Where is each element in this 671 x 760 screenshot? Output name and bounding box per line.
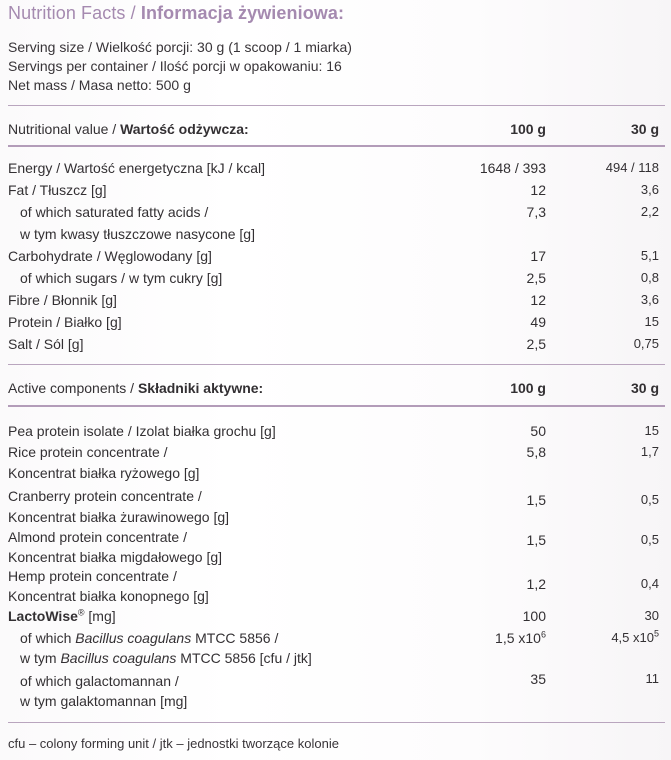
component-name: Hemp protein concentrate / bbox=[8, 568, 177, 584]
component-name: Koncentrat białka konopnego [g] bbox=[8, 588, 209, 604]
value-30g: 0,75 bbox=[633, 336, 659, 351]
table-row bbox=[0, 268, 671, 288]
value-30g: 1,7 bbox=[640, 444, 659, 459]
divider bbox=[8, 364, 665, 365]
table-row bbox=[0, 158, 671, 178]
bacillus-strain: MTCC 5856 / bbox=[191, 630, 279, 646]
component-name: Pea protein isolate / Izolat białka grochu [g] bbox=[8, 423, 276, 439]
bacillus-strain: MTCC 5856 [cfu / jtk] bbox=[176, 650, 312, 666]
col-30g-header: 30 g bbox=[630, 380, 659, 396]
label-title bbox=[8, 3, 344, 23]
value-100g: 5,8 bbox=[526, 444, 546, 460]
value-30g: 30 bbox=[644, 608, 659, 623]
value-100g: 1648 / 393 bbox=[479, 160, 546, 176]
nutrient-name: Energy / Wartość energetyczna [kJ / kcal] bbox=[8, 160, 266, 176]
nutrient-name: w tym kwasy tłuszczowe nasycone [g] bbox=[20, 226, 255, 242]
active-header-en: Active components / bbox=[8, 380, 135, 396]
col-100g-header: 100 g bbox=[510, 121, 546, 137]
value-100g: 50 bbox=[530, 423, 546, 439]
value-30g: 15 bbox=[644, 423, 659, 438]
value-100g: 2,5 bbox=[526, 336, 546, 352]
active-header-label bbox=[8, 378, 263, 398]
table-row bbox=[0, 312, 671, 332]
active-header-pl: Składniki aktywne: bbox=[137, 380, 264, 396]
value-100g: 100 bbox=[522, 608, 546, 624]
nutrient-name: of which saturated fatty acids / bbox=[20, 204, 209, 220]
nutrition-header-pl: Wartość odżywcza: bbox=[120, 121, 249, 137]
value-100g: 35 bbox=[530, 671, 546, 687]
nutrition-header-label bbox=[8, 119, 249, 139]
value-30g: 0,5 bbox=[640, 532, 659, 547]
lactowise-unit: [mg] bbox=[84, 608, 116, 624]
table-row bbox=[0, 180, 671, 200]
active-header bbox=[0, 378, 671, 398]
value-exponent: 6 bbox=[540, 629, 546, 640]
component-name: Cranberry protein concentrate / bbox=[8, 488, 202, 504]
table-row bbox=[0, 334, 671, 354]
nutrient-name: Salt / Sól [g] bbox=[8, 336, 84, 352]
table-row bbox=[0, 290, 671, 310]
value-30g: 0,5 bbox=[640, 492, 659, 507]
nutrient-name: Carbohydrate / Węglowodany [g] bbox=[8, 248, 212, 264]
table-row bbox=[0, 691, 671, 711]
servings-per-container: Servings per container / Ilość porcji w opakowaniu: 16 bbox=[8, 58, 342, 74]
value-100g: 1,5 bbox=[526, 492, 546, 508]
divider bbox=[8, 722, 665, 723]
title-en: Nutrition Facts / bbox=[8, 3, 136, 23]
bacillus-prefix: of which bbox=[20, 630, 76, 646]
component-name: of which galactomannan / bbox=[20, 673, 179, 689]
value-100g bbox=[495, 628, 546, 648]
value-100g: 49 bbox=[530, 314, 546, 330]
component-name: Koncentrat białka żurawinowego [g] bbox=[8, 509, 230, 525]
component-name: Almond protein concentrate / bbox=[8, 529, 187, 545]
table-row bbox=[0, 224, 671, 244]
registered-mark: ® bbox=[77, 607, 85, 618]
bacillus-species: Bacillus coagulans bbox=[75, 630, 192, 646]
table-row bbox=[0, 246, 671, 266]
table-row bbox=[0, 202, 671, 222]
divider bbox=[8, 405, 665, 407]
divider bbox=[8, 145, 665, 147]
col-30g-header: 30 g bbox=[630, 121, 659, 137]
component-name bbox=[8, 606, 116, 626]
value-30g bbox=[611, 628, 659, 648]
nutrient-name: Protein / Białko [g] bbox=[8, 314, 122, 330]
value-30g: 11 bbox=[645, 671, 659, 686]
nutrition-header-en: Nutritional value / bbox=[8, 121, 117, 137]
nutrient-name: Fibre / Błonnik [g] bbox=[8, 292, 117, 308]
table-row bbox=[0, 463, 671, 483]
value-100g: 7,3 bbox=[526, 204, 546, 220]
component-name bbox=[20, 628, 278, 648]
col-100g-header: 100 g bbox=[510, 380, 546, 396]
table-row bbox=[0, 486, 671, 506]
value-30g: 3,6 bbox=[640, 292, 659, 307]
component-name: w tym galaktomannan [mg] bbox=[20, 693, 188, 709]
value-30g: 5,1 bbox=[640, 248, 659, 263]
component-name: Koncentrat białka ryżowego [g] bbox=[8, 465, 200, 481]
table-row bbox=[0, 606, 671, 626]
component-name: Rice protein concentrate / bbox=[8, 444, 168, 460]
nutrient-name: Fat / Tłuszcz [g] bbox=[8, 182, 107, 198]
bacillus-prefix: w tym bbox=[20, 650, 61, 666]
component-name: Koncentrat białka migdałowego [g] bbox=[8, 549, 223, 565]
net-mass: Net mass / Masa netto: 500 g bbox=[8, 77, 191, 93]
lactowise-brand: LactoWise bbox=[8, 608, 78, 624]
value-base: 1,5 x10 bbox=[495, 630, 541, 646]
value-30g: 15 bbox=[644, 314, 659, 329]
value-100g: 12 bbox=[530, 182, 546, 198]
value-30g: 494 / 118 bbox=[605, 160, 659, 175]
value-30g: 2,2 bbox=[640, 204, 659, 219]
title-pl: Informacja żywieniowa: bbox=[140, 3, 345, 23]
value-100g: 1,2 bbox=[526, 576, 546, 592]
value-30g: 3,6 bbox=[640, 182, 659, 197]
value-100g: 17 bbox=[530, 248, 546, 264]
table-row bbox=[0, 442, 671, 462]
footnote: cfu – colony forming unit / jtk – jednostki tworzące kolonie bbox=[8, 736, 339, 751]
table-row bbox=[0, 421, 671, 441]
serving-size: Serving size / Wielkość porcji: 30 g (1 scoop / 1 miarka) bbox=[8, 39, 352, 55]
value-30g: 0,8 bbox=[640, 270, 659, 285]
table-row bbox=[0, 566, 671, 586]
value-100g: 1,5 bbox=[526, 532, 546, 548]
value-100g: 2,5 bbox=[526, 270, 546, 286]
nutrient-name: of which sugars / w tym cukry [g] bbox=[20, 270, 223, 286]
divider bbox=[8, 105, 665, 106]
value-100g: 12 bbox=[530, 292, 546, 308]
value-30g: 0,4 bbox=[640, 576, 659, 591]
table-row bbox=[0, 527, 671, 547]
bacillus-species: Bacillus coagulans bbox=[60, 650, 177, 666]
nutrition-header bbox=[0, 119, 671, 139]
value-exponent: 5 bbox=[653, 628, 659, 639]
table-row bbox=[0, 648, 671, 668]
table-row bbox=[0, 671, 671, 691]
component-name bbox=[20, 648, 312, 668]
table-row bbox=[0, 628, 671, 648]
value-base: 4,5 x10 bbox=[611, 630, 654, 645]
